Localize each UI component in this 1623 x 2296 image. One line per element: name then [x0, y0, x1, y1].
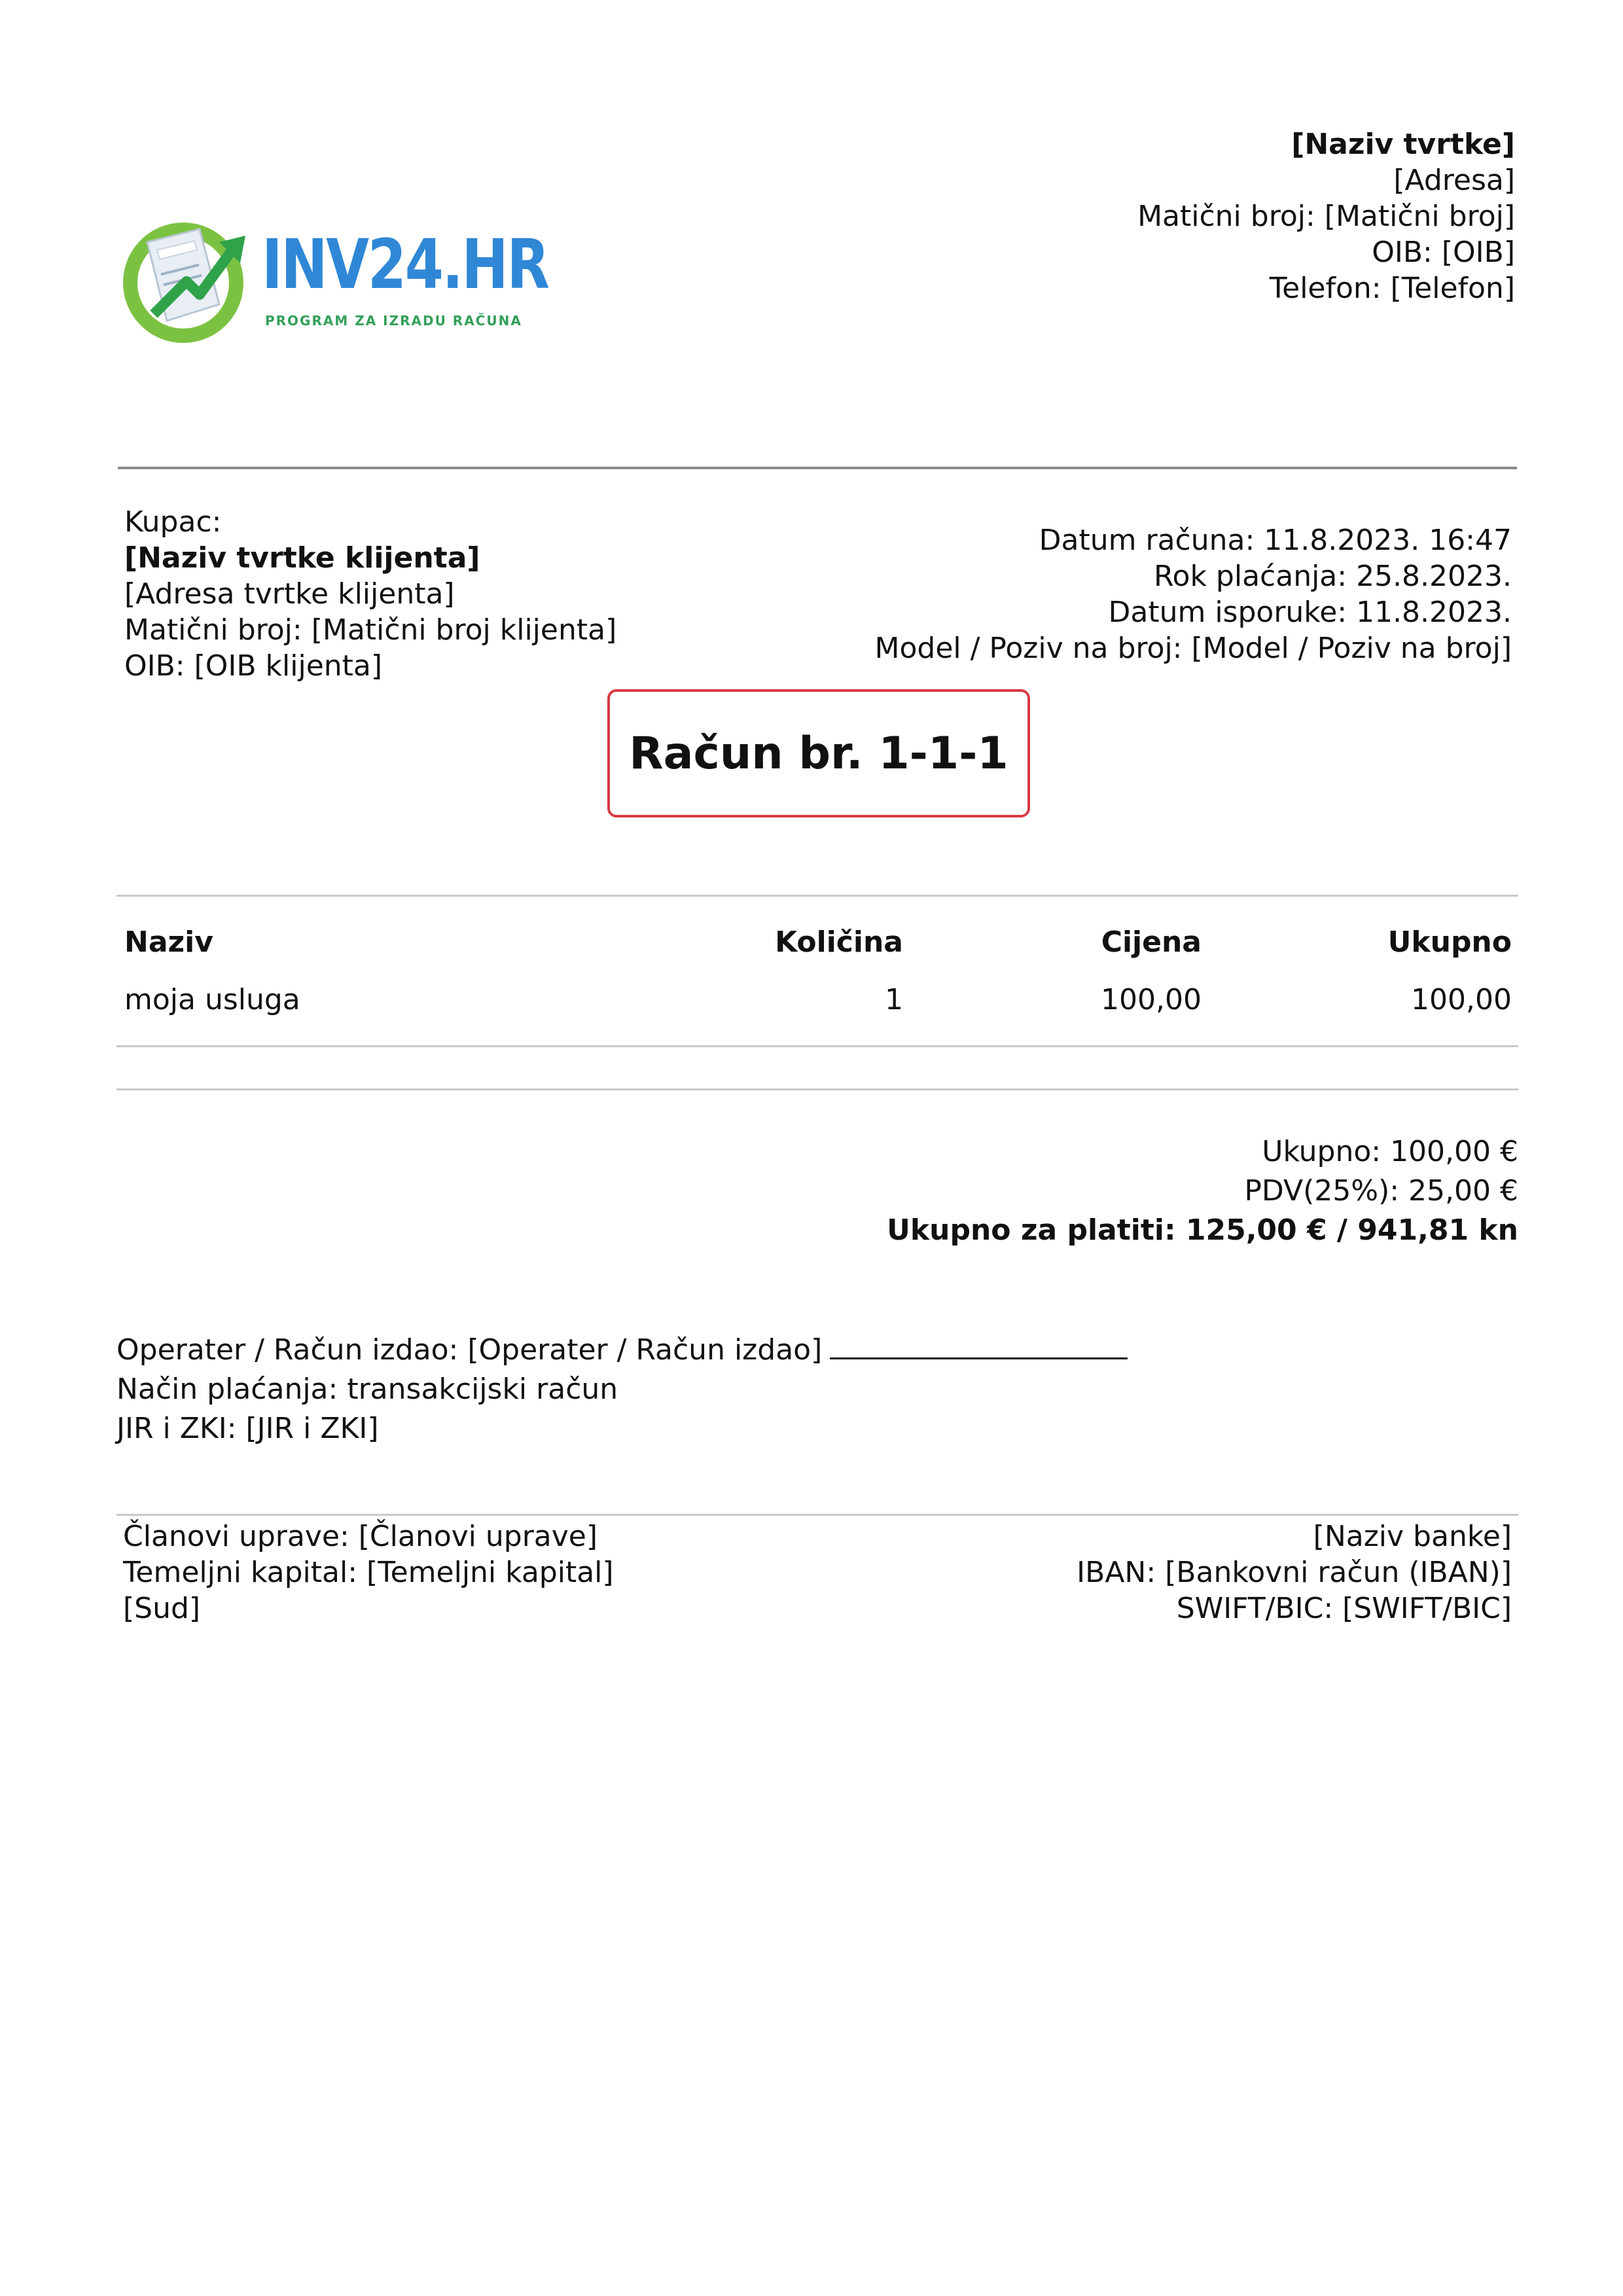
column-header-price: Cijena	[1101, 925, 1202, 959]
board-members: Članovi uprave: [Članovi uprave]	[123, 1520, 598, 1553]
customer-block	[124, 504, 616, 684]
table-top-divider	[116, 895, 1518, 897]
footer-bank-block	[1077, 1518, 1512, 1626]
operator-row	[116, 1329, 1128, 1370]
table-bottom-divider	[116, 1045, 1518, 1047]
logo-wordmark: INV24.HR	[262, 224, 548, 304]
delivery-date: Datum isporuke: 11.8.2023.	[1108, 596, 1512, 629]
company-phone: Telefon: [Telefon]	[1269, 272, 1515, 305]
payment-info-block	[116, 1329, 1128, 1448]
payment-method: Način plaćanja: transakcijski račun	[116, 1372, 618, 1406]
grand-total: Ukupno za platiti: 125,00 € / 941,81 kn	[887, 1213, 1518, 1247]
customer-label: Kupac:	[124, 505, 222, 539]
due-date: Rok plaćanja: 25.8.2023.	[1153, 560, 1512, 593]
operator-text: Operater / Račun izdao: [Operater / Račun izdao]	[116, 1333, 823, 1367]
bank-iban: IBAN: [Bankovni račun (IBAN)]	[1077, 1556, 1512, 1589]
vat-amount: PDV(25%): 25,00 €	[1244, 1174, 1518, 1208]
company-oib: OIB: [OIB]	[1372, 236, 1515, 269]
share-capital: Temeljni kapital: [Temeljni kapital]	[123, 1556, 614, 1589]
court: [Sud]	[123, 1592, 201, 1625]
logo-tagline: PROGRAM ZA IZRADU RAČUNA	[265, 313, 522, 329]
signature-line	[830, 1329, 1128, 1359]
footer-legal-block	[123, 1518, 614, 1626]
bank-name: [Naziv banke]	[1313, 1520, 1512, 1553]
jir-zki: JIR i ZKI: [JIR i ZKI]	[116, 1412, 379, 1445]
invoice-title: Račun br. 1-1-1	[629, 727, 1008, 780]
logo-mark-icon	[121, 216, 259, 347]
payment-reference: Model / Poziv na broj: [Model / Poziv na broj]	[874, 632, 1512, 665]
customer-name: [Naziv tvrtke klijenta]	[124, 541, 480, 575]
company-logo	[121, 216, 548, 347]
invoice-number-box	[607, 689, 1030, 817]
column-header-name: Naziv	[124, 925, 213, 959]
subtotal: Ukupno: 100,00 €	[1262, 1135, 1518, 1168]
item-price: 100,00	[1101, 983, 1202, 1016]
customer-oib: OIB: [OIB klijenta]	[124, 649, 383, 683]
totals-block	[887, 1132, 1518, 1250]
column-header-quantity: Količina	[775, 925, 903, 959]
item-total: 100,00	[1411, 983, 1512, 1016]
bank-swift: SWIFT/BIC: [SWIFT/BIC]	[1176, 1592, 1512, 1625]
totals-divider	[116, 1088, 1518, 1090]
item-name: moja usluga	[124, 983, 300, 1016]
company-name: [Naziv tvrtke]	[1291, 128, 1515, 161]
footer-divider	[116, 1514, 1518, 1516]
dates-block	[875, 522, 1512, 666]
company-block	[1137, 126, 1515, 306]
invoice-date: Datum računa: 11.8.2023. 16:47	[1039, 524, 1512, 557]
header-divider	[118, 467, 1517, 469]
column-header-total: Ukupno	[1387, 925, 1512, 959]
customer-registration: Matični broj: [Matični broj klijenta]	[124, 613, 617, 647]
customer-address: [Adresa tvrtke klijenta]	[124, 577, 455, 611]
company-address: [Adresa]	[1393, 164, 1515, 197]
company-registration: Matični broj: [Matični broj]	[1137, 200, 1515, 233]
item-quantity: 1	[885, 983, 903, 1016]
